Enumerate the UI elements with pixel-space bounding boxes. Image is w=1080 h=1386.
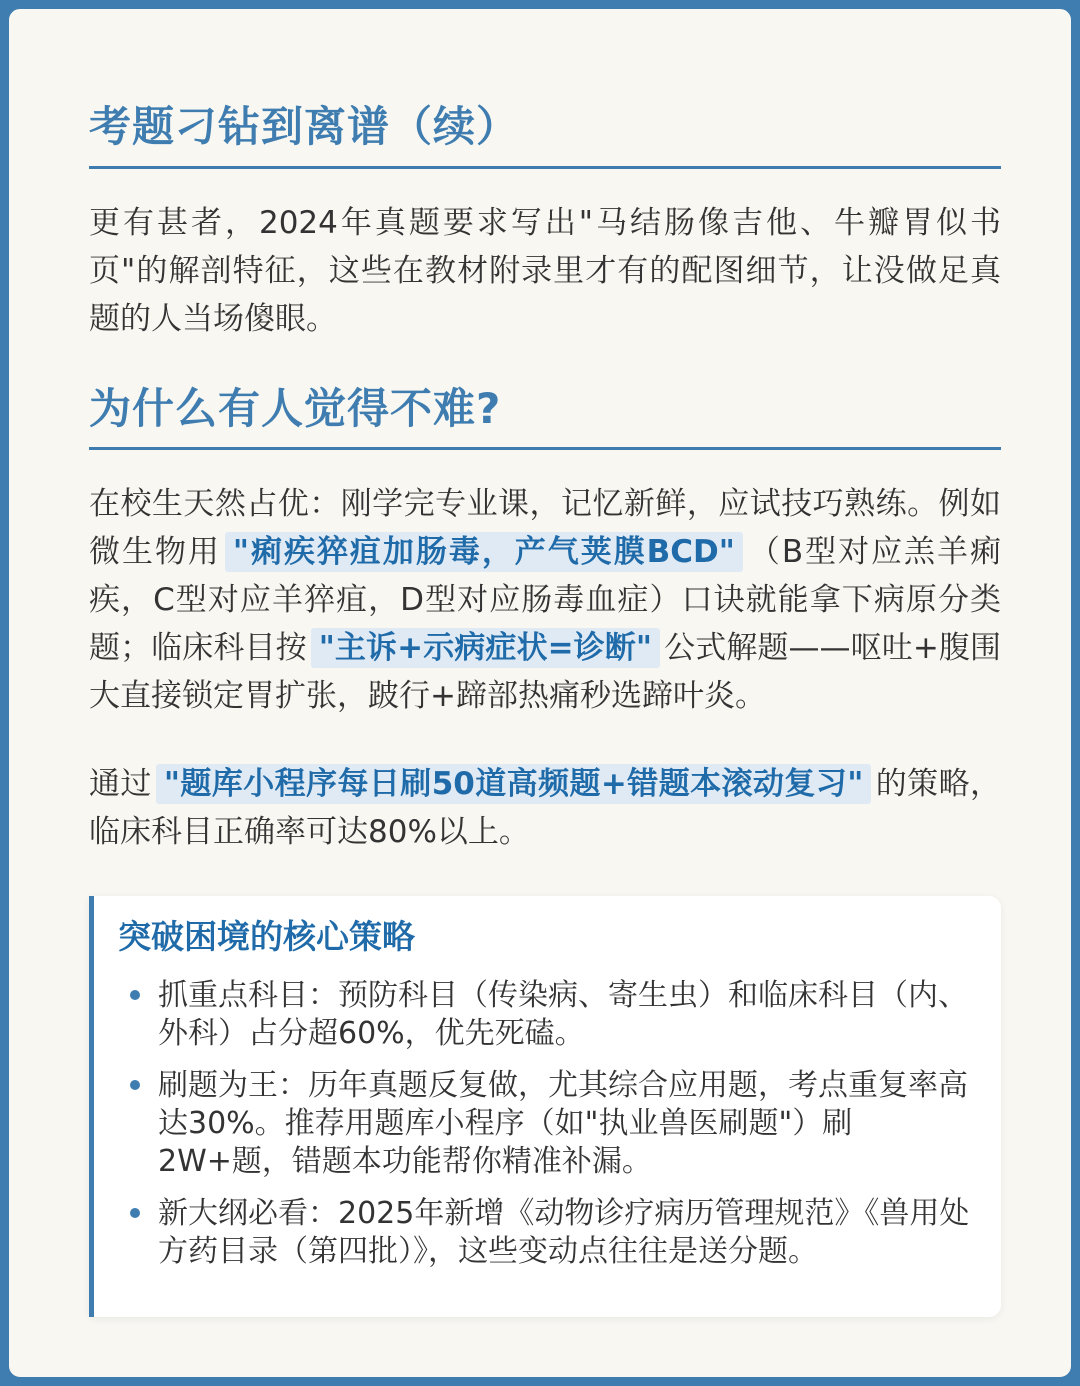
bullet-icon [130, 1080, 140, 1090]
paragraph-student-advantage [89, 480, 1001, 720]
strategy-list [118, 977, 977, 1271]
text-segment: 通过 [89, 766, 152, 802]
section-title-exam-difficulty: 考题刁钻到离谱（续） [89, 101, 1001, 169]
list-item [118, 1195, 977, 1271]
highlight-strategy: "题库小程序每日刷50道高频题+错题本滚动复习" [156, 764, 872, 804]
callout-title: 突破困境的核心策略 [118, 917, 415, 956]
text-segment: 在校生天然占优：刚学完专业课，记忆新鲜，应试技巧熟练。例如微生物用 [89, 486, 1001, 570]
text-segment: 公式解题——呕吐+腹围大直接锁定胃扩张，跛行+蹄部热痛秒选蹄叶炎。 [89, 630, 1001, 714]
list-item-text: 新大纲必看：2025年新增《动物诊疗病历管理规范》《兽用处方药目录（第四批）》，这些变动点往往是送分题。 [158, 1195, 970, 1269]
text-segment: （B型对应羔羊痢疾，C型对应羊猝疽，D型对应肠毒血症）口诀就能拿下病原分类题；临床科目按 [89, 534, 1001, 666]
bullet-icon [130, 990, 140, 1000]
list-item-text: 刷题为王：历年真题反复做，尤其综合应用题，考点重复率高达30%。推荐用题库小程序（如"执业兽医刷题"）刷2W+题，错题本功能帮你精准补漏。 [158, 1067, 968, 1179]
highlight-mnemonic: "痢疾猝疽加肠毒，产气荚膜BCD" [225, 532, 743, 572]
paragraph-practice-strategy [89, 760, 1001, 856]
list-item-text: 抓重点科目：预防科目（传染病、寄生虫）和临床科目（内、外科）占分超60%，优先死磕。 [158, 977, 968, 1051]
list-item [118, 977, 977, 1053]
list-item [118, 1067, 977, 1181]
highlight-formula: "主诉+示病症状=诊断" [311, 628, 660, 668]
strategy-callout-box [89, 896, 1001, 1317]
article-content [89, 101, 1001, 1317]
text-segment: 的策略，临床科目正确率可达80%以上。 [89, 766, 1001, 850]
paragraph-exam-details: 更有甚者，2024年真题要求写出"马结肠像吉他、牛瓣胃似书页"的解剖特征，这些在教材附录里才有的配图细节，让没做足真题的人当场傻眼。 [89, 204, 1001, 337]
bullet-icon [130, 1208, 140, 1218]
section-title-why-not-hard: 为什么有人觉得不难? [89, 383, 1001, 451]
